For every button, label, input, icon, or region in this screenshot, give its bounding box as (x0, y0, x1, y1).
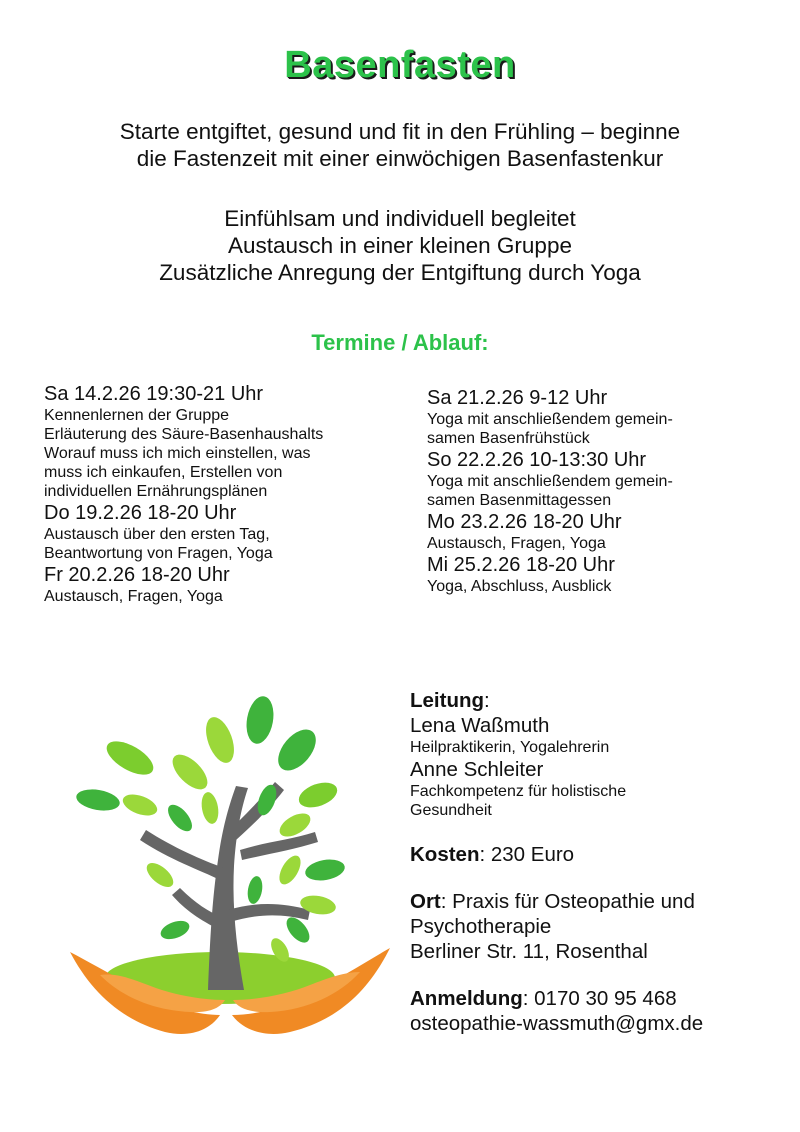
schedule-description (44, 525, 414, 563)
schedule-entry (44, 382, 414, 501)
leader-role (410, 782, 790, 820)
schedule-description (427, 472, 767, 510)
schedule-description (44, 587, 414, 606)
leader-name: Anne Schleiter (410, 758, 544, 781)
schedule-date: So 22.2.26 10-13:30 Uhr (427, 449, 647, 471)
leader-role (410, 738, 790, 757)
schedule-entry (427, 553, 767, 596)
description-line: Austausch über den ersten Tag, (44, 526, 270, 543)
ort-line: Berliner Str. 11, Rosenthal (410, 940, 648, 963)
description-line: samen Basenmittagessen (427, 492, 612, 509)
kosten-label: Kosten (410, 843, 480, 866)
leitung-label: Leitung (410, 689, 485, 712)
anmeldung-label: Anmeldung (410, 987, 523, 1010)
schedule-heading: Termine / Ablauf: (311, 330, 489, 355)
schedule-entry (44, 563, 414, 606)
description-line: Yoga mit anschließendem gemein- (427, 473, 673, 490)
intro-line: die Fastenzeit mit einer einwöchigen Basenfastenkur (136, 146, 664, 171)
description-line: Beantwortung von Fragen, Yoga (44, 545, 273, 562)
feature-item: Austausch in einer kleinen Gruppe (228, 233, 572, 258)
schedule-description (44, 406, 414, 501)
schedule-date: Mi 25.2.26 18-20 Uhr (427, 554, 615, 576)
schedule-date: Sa 21.2.26 9-12 Uhr (427, 387, 608, 409)
schedule-date: Mo 23.2.26 18-20 Uhr (427, 511, 622, 533)
leitung-colon: : (484, 689, 490, 712)
schedule-entry (427, 386, 767, 448)
anmeldung-email: osteopathie-wassmuth@gmx.de (410, 1012, 704, 1035)
info-block (410, 688, 790, 1036)
ort-label: Ort (410, 890, 441, 913)
description-line: muss ich einkaufen, Erstellen von (44, 464, 283, 481)
leader-name: Lena Waßmuth (410, 714, 550, 737)
anmeldung-line (410, 986, 790, 1011)
schedule-right-column (427, 386, 767, 596)
kosten-line (410, 842, 790, 867)
anmeldung-phone: : 0170 30 95 468 (522, 987, 677, 1010)
schedule-date: Do 19.2.26 18-20 Uhr (44, 502, 237, 524)
description-line: Worauf muss ich mich einstellen, was (44, 445, 311, 462)
role-line: Fachkompetenz für holistische (410, 783, 627, 800)
description-line: samen Basenfrühstück (427, 430, 590, 447)
schedule-entry (44, 501, 414, 563)
role-line: Heilpraktikerin, Yogalehrerin (410, 739, 610, 756)
description-line: Erläuterung des Säure-Basenhaushalts (44, 426, 324, 443)
schedule-date: Fr 20.2.26 18-20 Uhr (44, 564, 230, 586)
intro-text (0, 118, 800, 172)
kosten-value: : 230 Euro (479, 843, 575, 866)
description-line: Kennenlernen der Gruppe (44, 407, 230, 424)
description-line: Austausch, Fragen, Yoga (44, 588, 223, 605)
description-line: individuellen Ernährungsplänen (44, 483, 268, 500)
description-line: Austausch, Fragen, Yoga (427, 535, 606, 552)
feature-list (0, 205, 800, 286)
feature-item: Zusätzliche Anregung der Entgiftung durch Yoga (159, 260, 641, 285)
schedule-left-column (44, 382, 414, 606)
description-line: Yoga, Abschluss, Ausblick (427, 578, 612, 595)
ort-line (410, 889, 790, 914)
ort-value: : Praxis für Osteopathie und (440, 890, 695, 913)
schedule-entry (427, 510, 767, 553)
page-title: Basenfasten (284, 44, 516, 86)
schedule-description (427, 577, 767, 596)
intro-line: Starte entgiftet, gesund und fit in den Frühling – beginne (119, 119, 681, 144)
description-line: Yoga mit anschließendem gemein- (427, 411, 673, 428)
schedule-date: Sa 14.2.26 19:30-21 Uhr (44, 383, 264, 405)
schedule-entry (427, 448, 767, 510)
schedule-description (427, 410, 767, 448)
leitung-heading (410, 688, 790, 713)
role-line: Gesundheit (410, 802, 492, 819)
ort-line: Psychotherapie (410, 915, 552, 938)
schedule-description (427, 534, 767, 553)
tree-in-hands-logo (60, 690, 400, 1070)
feature-item: Einfühlsam und individuell begleitet (224, 206, 576, 231)
